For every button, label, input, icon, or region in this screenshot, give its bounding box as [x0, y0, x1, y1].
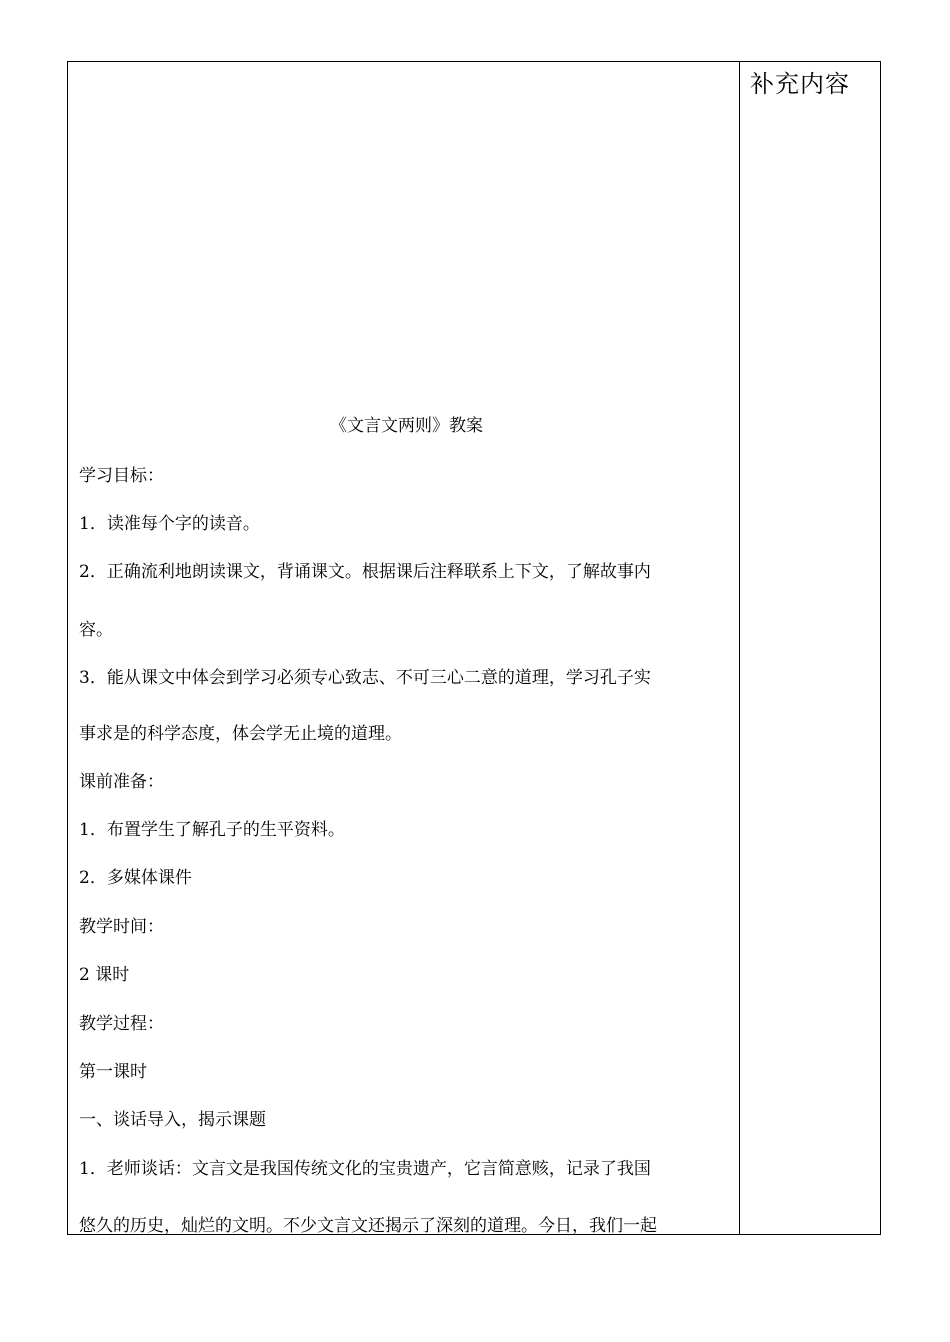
section-heading-goals: 学习目标：: [79, 466, 164, 486]
step-heading: 一、谈话导入，揭示课题: [79, 1110, 266, 1130]
lesson-heading: 第一课时: [79, 1062, 147, 1082]
goal-line: 事求是的科学态度，体会学无止境的道理。: [79, 724, 402, 744]
section-heading-preparation: 课前准备：: [79, 772, 164, 792]
goal-line: 2．正确流利地朗读课文，背诵课文。根据课后注释联系上下文，了解故事内: [79, 562, 651, 582]
body-line: 1．老师谈话：文言文是我国传统文化的宝贵遗产，它言简意赅，记录了我国: [79, 1159, 651, 1179]
document-title: 《文言文两则》教案: [330, 416, 483, 436]
goal-line: 容。: [79, 620, 113, 640]
section-heading-process: 教学过程：: [79, 1014, 164, 1034]
supplementary-title: 补充内容: [750, 70, 850, 98]
goal-line: 1．读准每个字的读音。: [79, 514, 260, 534]
main-content-cell: [68, 62, 739, 1234]
body-line: 悠久的历史，灿烂的文明。不少文言文还揭示了深刻的道理。今日，我们一起: [79, 1216, 657, 1236]
preparation-line: 1．布置学生了解孔子的生平资料。: [79, 820, 345, 840]
lesson-plan-table: [67, 61, 881, 1235]
section-heading-time: 教学时间：: [79, 917, 164, 937]
time-line: 2 课时: [79, 965, 130, 985]
goal-line: 3．能从课文中体会到学习必须专心致志、不可三心二意的道理，学习孔子实: [79, 668, 651, 688]
preparation-line: 2．多媒体课件: [79, 868, 192, 888]
supplementary-cell: [740, 62, 880, 1234]
